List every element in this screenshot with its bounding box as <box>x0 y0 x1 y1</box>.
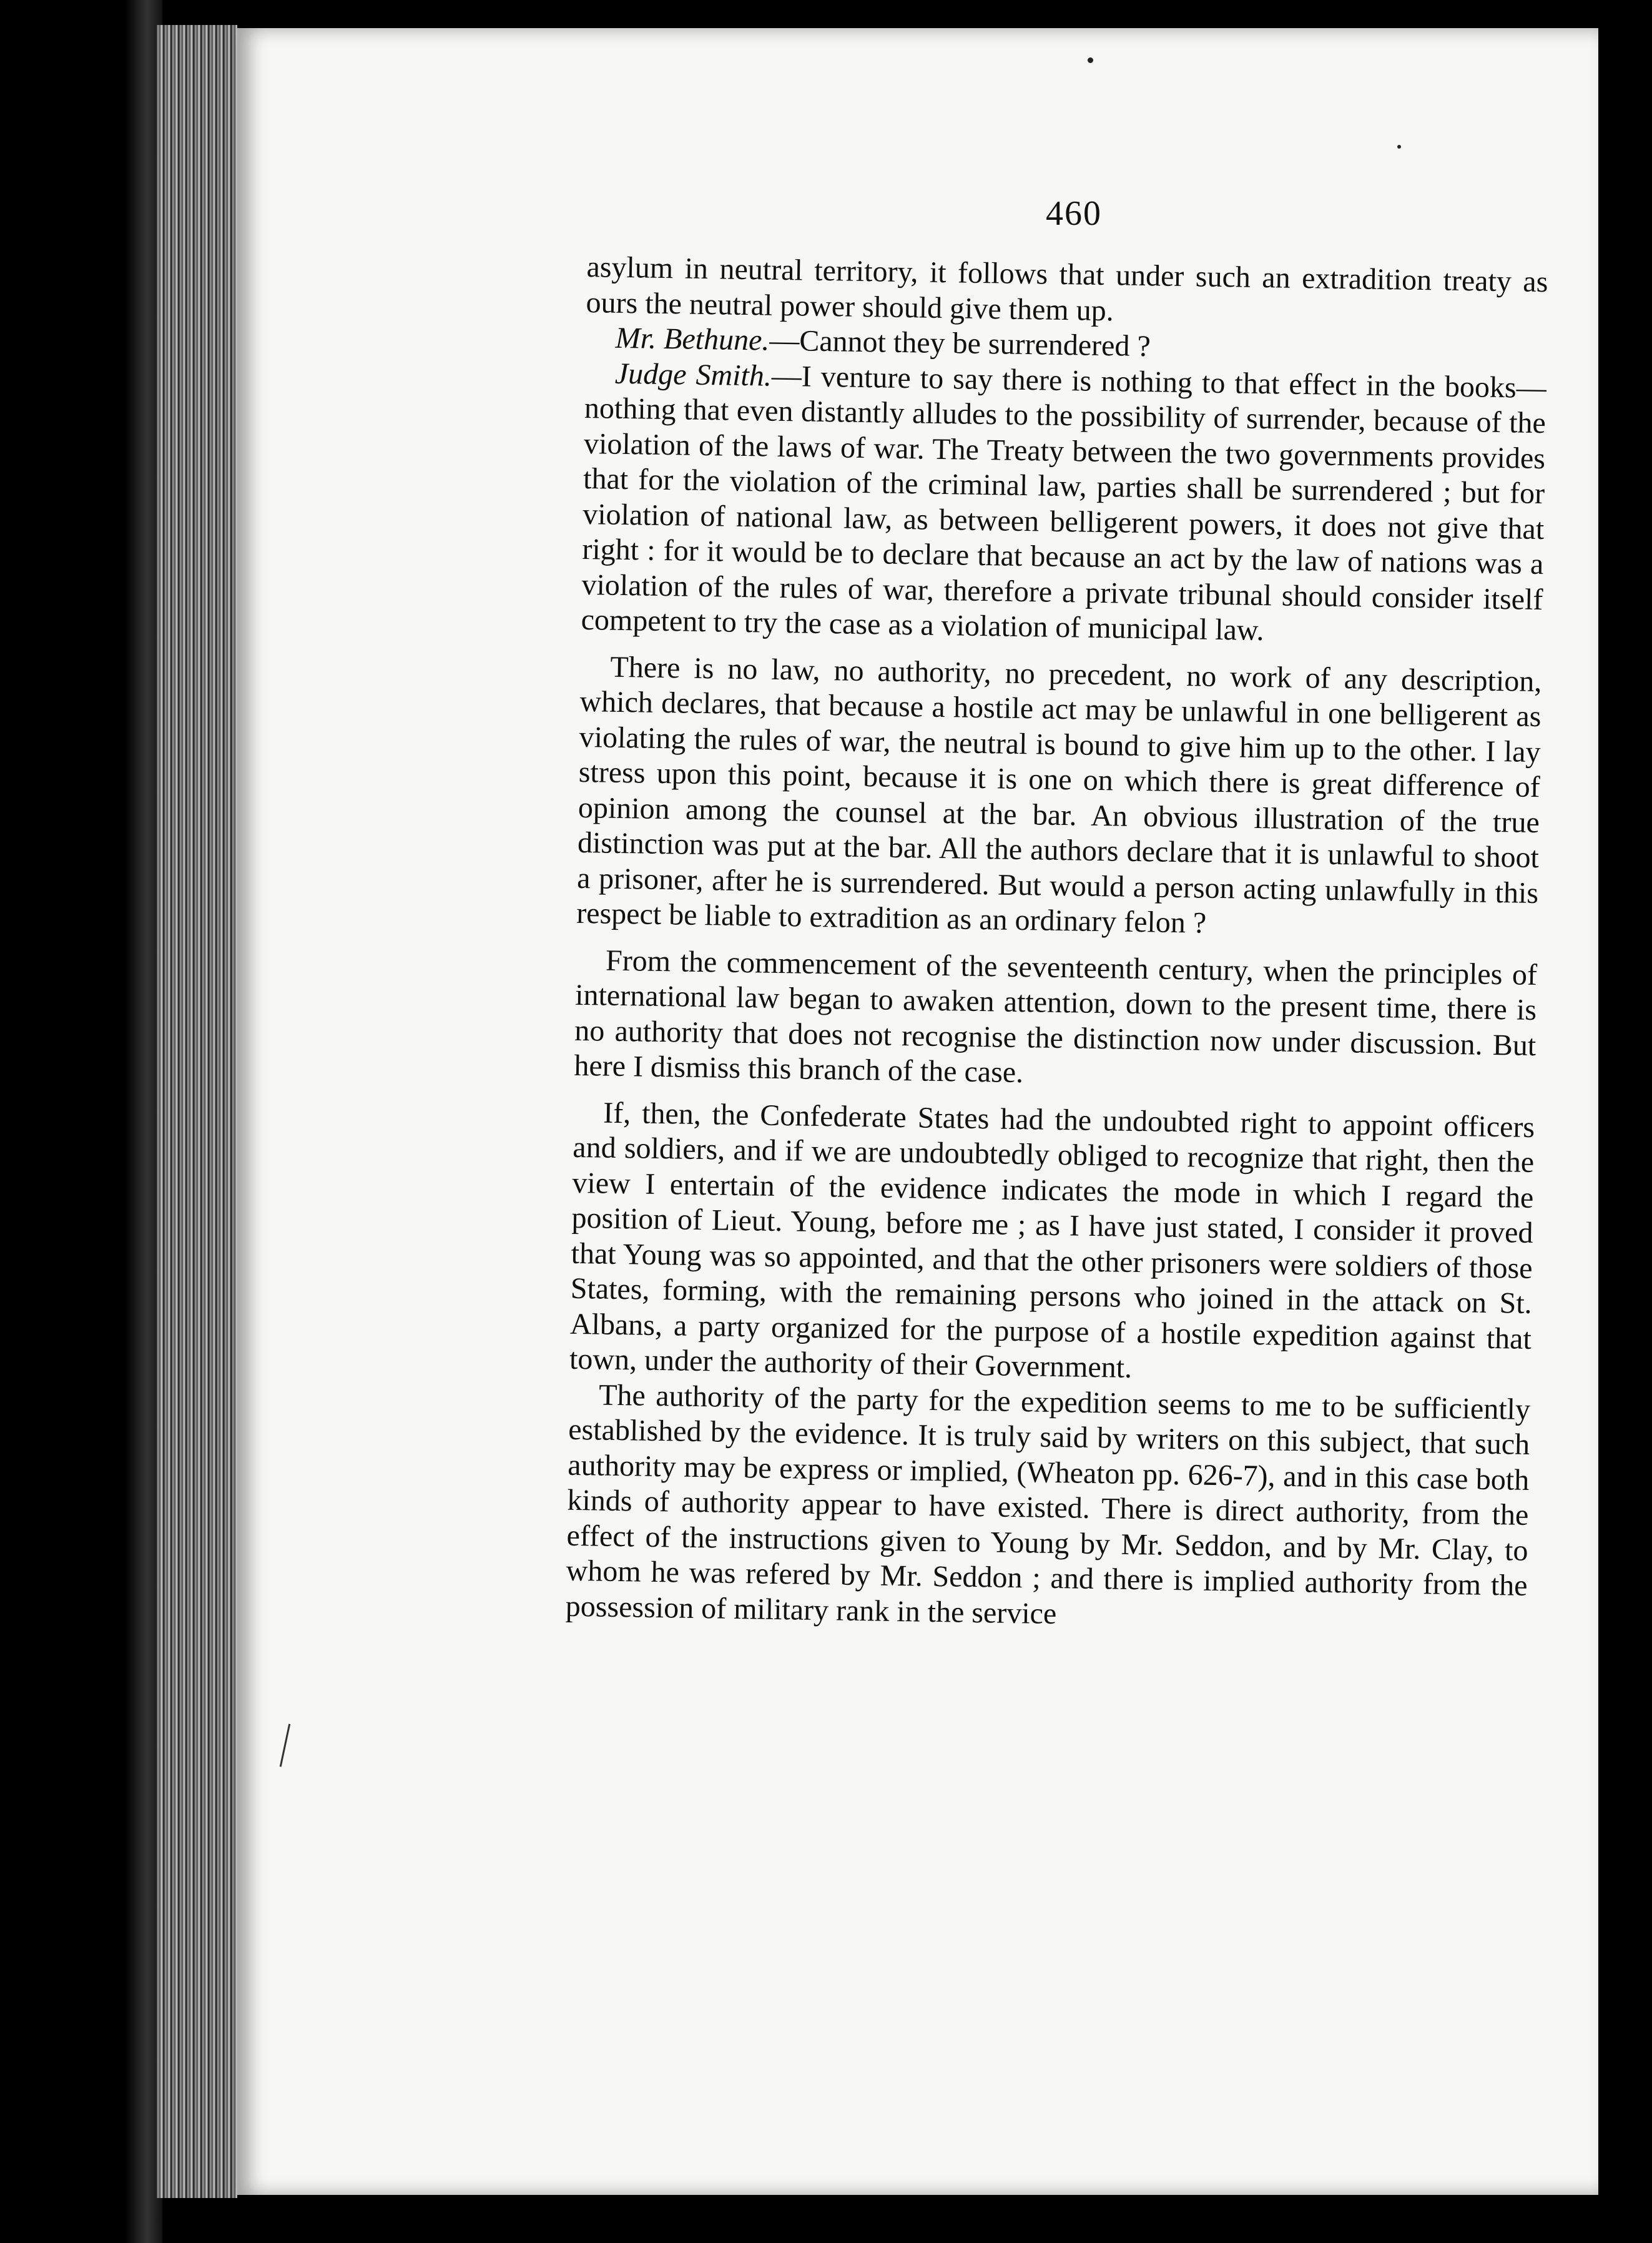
speaker-name: Mr. Bethune. <box>615 321 770 357</box>
paragraph <box>581 355 1546 653</box>
speck-mark <box>1397 145 1401 149</box>
paragraph-text: If, then, the Confederate States had the undoubted right to appoint officers and soldiers, and if we are undoubtedly obliged to recognize that right, then the view I entertain of the evidence indicates the mode in which I regard the position of Lieut. Young, before me ; as I have just stated, I consider it proved that Young was so appointed, and that the other prisoners were soldiers of those States, forming, with the remaining persons who joined in the attack on St. Albans, a party organized for the purpose of a hostile expedition against that town, under the authority of their Government. <box>569 1096 1535 1384</box>
paragraph-text: From the commencement of the seventeenth century, when the principles of international law began to awaken attention, down to the present time, there is no authority that does not recognise the distinction now under discussion. But here I dismiss this branch of the case. <box>574 944 1538 1090</box>
paragraph <box>565 1377 1530 1639</box>
paragraph-text: The authority of the party for the expedition seems to me to be sufficiently established by the evidence. It is truly said by writers on this subject, that such authority may be express or implied, (Wheaton pp. 626-7), and in this case both kinds of authority appear to have existed. There is direct authority, from the effect of the instructions given to Young by Mr. Seddon, and by Mr. Clay, to whom he was refered by Mr. Seddon ; and there is implied authority from the possession of military rank in the service <box>565 1378 1531 1630</box>
paragraph-text: asylum in neutral territory, it follows that under such an extradition treaty as ours the neutral power should give them up. <box>586 250 1548 327</box>
paragraph-text: —I venture to say there is nothing to that effect in the books—nothing that even distantly alludes to the possibility of surrender, because of the violation of the laws of war. The Treaty between the two governments provides that for the violation of the criminal law, parties shall be surrendered ; but for violation of national law, as between belligerent powers, it does not give that right : for it would be to declare that because an act by the law of nations was a violation of the rules of war, therefore a private tribunal should consider itself competent to try the case as a violation of municipal law. <box>581 359 1547 648</box>
speaker-name: Judge Smith. <box>614 357 772 393</box>
paragraph-text: There is no law, no authority, no precedent, no work of any description, which declares, that because a hostile act may be unlawful in one belligerent as violating the rules of war, the neutral is bound to give him up to the other. I lay stress upon this point, because it is one on which there is great difference of opinion among the counsel at the bar. An obvious illustration of the true distinction was put at the bar. All the authors declare that it is unlawful to shoot a prisoner, after he is surrendered. But would a person acting unlawfully in this respect be liable to extradition as an ordinary felon ? <box>576 650 1542 940</box>
body-text <box>565 250 1548 1639</box>
paragraph <box>576 649 1542 946</box>
paragraph-text: —Cannot they be surrendered ? <box>769 323 1151 363</box>
paragraph <box>569 1095 1535 1392</box>
paragraph <box>574 942 1537 1098</box>
page-number: 460 <box>1046 194 1102 233</box>
book-page-edges <box>156 25 237 2198</box>
speck-mark <box>1088 57 1093 63</box>
